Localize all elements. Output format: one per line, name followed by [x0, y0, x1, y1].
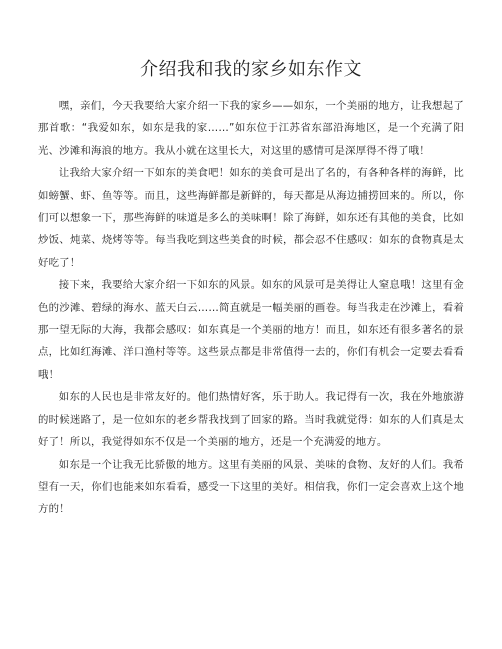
paragraph-conclusion: 如东是一个让我无比骄傲的地方。这里有美丽的风景、美味的食物、友好的人们。我希望有一天，你们也能来如东看看，感受一下这里的美好。相信我，你们一定会喜欢上这个地方的！	[38, 458, 464, 516]
document-title: 介绍我和我的家乡如东作文	[140, 59, 362, 80]
paragraph-people: 如东的人民也是非常友好的。他们热情好客，乐于助人。我记得有一次，我在外地旅游的时候迷路了，是一位如东的老乡帮我找到了回家的路。当时我就觉得：如东的人们真是太好了！所以，我觉得如东不仅是一个美丽的地方，还是一个充满爱的地方。	[38, 391, 464, 449]
document-body	[38, 95, 464, 521]
paragraph-food: 让我给大家介绍一下如东的美食吧！如东的美食可是出了名的，有各种各样的海鲜，比如螃蟹、虾、鱼等等。而且，这些海鲜都是新鲜的，每天都是从海边捕捞回来的。所以，你们可以想象一下，那些海鲜的味道是多么的美味啊！除了海鲜，如东还有其他的美食，比如炒饭、炖菜、烧烤等等。每当我吃到这些美食的时候，都会忍不住感叹：如东的食物真是太好吃了！	[38, 167, 464, 269]
paragraph-intro: 嘿，亲们，今天我要给大家介绍一下我的家乡——如东，一个美丽的地方，让我想起了那首歌：“我爱如东，如东是我的家……”如东位于江苏省东部沿海地区，是一个充满了阳光、沙滩和海浪的地方。我从小就在这里长大，对这里的感情可是深厚得不得了哦！	[38, 100, 464, 157]
paragraph-scenery: 接下来，我要给大家介绍一下如东的风景。如东的风景可是美得让人窒息哦！这里有金色的沙滩、碧绿的海水、蓝天白云……简直就是一幅美丽的画卷。每当我走在沙滩上，看着那一望无际的大海，我都会感叹：如东真是一个美丽的地方！而且，如东还有很多著名的景点，比如红海滩、洋口渔村等等。这些景点都是非常值得一去的，你们有机会一定要去看看哦！	[38, 279, 464, 381]
